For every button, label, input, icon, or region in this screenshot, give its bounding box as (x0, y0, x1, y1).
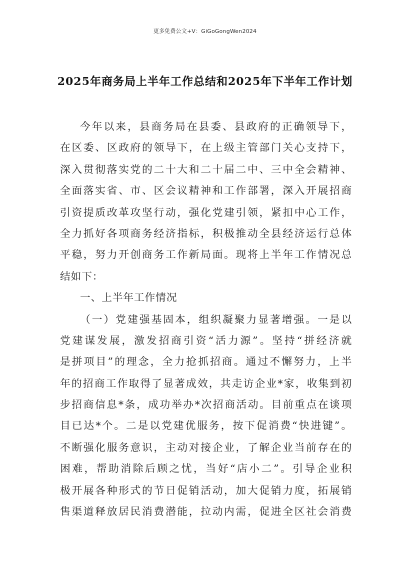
body-line: 步招商信息*条，成功举办*次招商活动。目前重点在谈项 (60, 399, 352, 412)
body-line: 困难，帮助消除后顾之忧，当好“店小二”。引导企业积 (60, 463, 352, 476)
body-line: 是拼项目”的理念，全力抢抓招商。通过不懈努力，上半 (60, 356, 352, 369)
body-line: 目已达*个。二是以党建优服务，按下促消费“快进键”。 (60, 420, 352, 433)
body-line: （一）党建强基固本，组织凝聚力显著增强。一是以 (80, 313, 352, 326)
body-line: 极开展各种形式的节日促销活动，加大促销力度，拓展销 (60, 484, 352, 497)
body-line: 今年以来，县商务局在县委、县政府的正确领导下， (80, 121, 352, 133)
body-line: 全力抓好各项商务经济指标，积极推动全县经济运行总体 (60, 227, 352, 240)
body-line: 不断强化服务意识，主动对接企业，了解企业当前存在的 (60, 441, 352, 454)
body-line: 全面落实省、市、区会议精神和工作部署，深入开展招商 (60, 185, 352, 198)
document-title: 2025年商务局上半年工作总结和2025年下半年工作计划 (57, 75, 353, 88)
body-line: 平稳，努力开创商务工作新局面。现将上半年工作情况总 (60, 249, 352, 262)
body-line: 结如下： (60, 270, 104, 283)
body-line: 在区委、区政府的领导下，在上级主管部门关心支持下， (60, 142, 352, 155)
header-note: 更多免费公文+V：GiGoGongWen2024 (153, 29, 257, 35)
body-line: 深入贯彻落实党的二十大和二十届二中、三中全会精神、 (60, 163, 352, 176)
body-line: 引资提质改革攻坚行动，强化党建引领，紧扣中心工作， (60, 206, 352, 219)
document-body (60, 117, 352, 523)
section-heading: 一、上半年工作情况 (80, 292, 178, 305)
body-line: 年的招商工作取得了显著成效，共走访企业*家，收集到初 (60, 377, 352, 390)
body-line: 售渠道释放居民消费潜能，拉动内需，促进全区社会消费 (60, 506, 352, 519)
body-line: 党建谋发展，激发招商引资“活力源”。坚持“拼经济就 (60, 334, 352, 347)
